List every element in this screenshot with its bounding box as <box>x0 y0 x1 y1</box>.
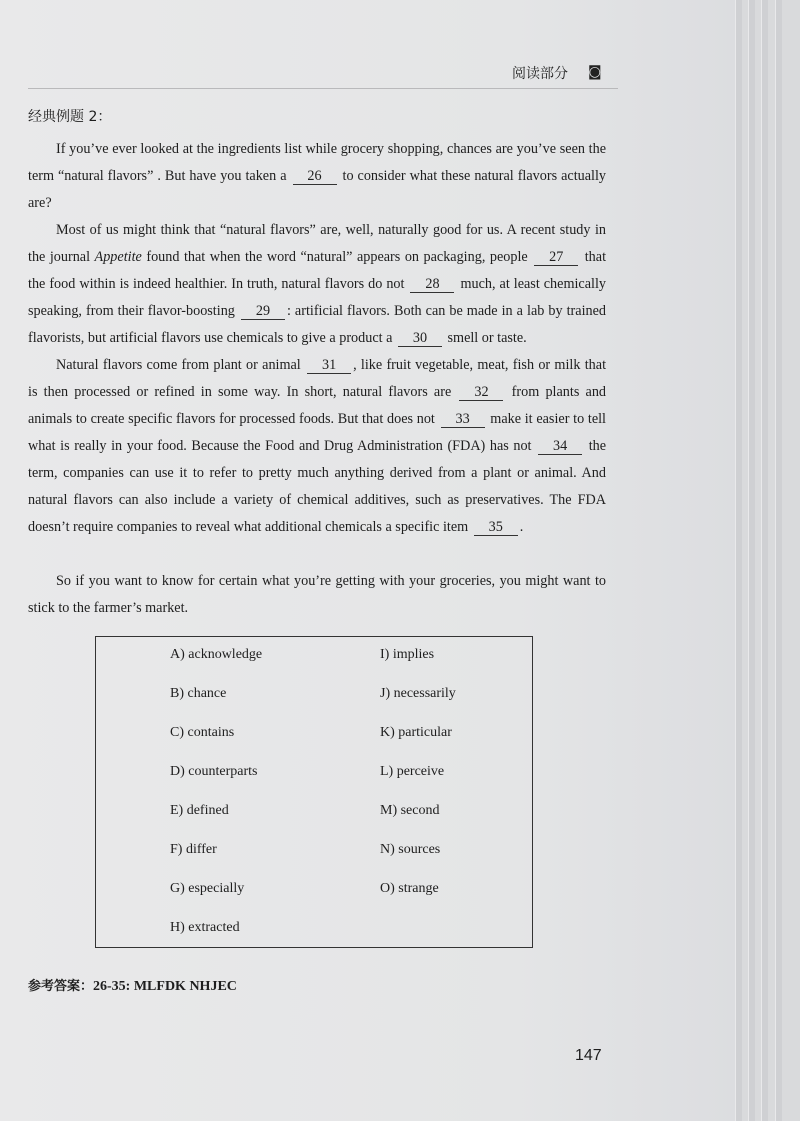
option-d[interactable]: D) counterparts <box>170 764 258 779</box>
blank-27[interactable]: 27 <box>534 249 578 266</box>
page-edge <box>735 0 742 1121</box>
book-icon: ◙ <box>588 64 602 80</box>
option-n[interactable]: N) sources <box>380 842 441 857</box>
blank-30[interactable]: 30 <box>398 330 442 347</box>
answer-label: 参考答案： <box>28 979 94 994</box>
journal-title: Appetite <box>94 249 142 265</box>
blank-34[interactable]: 34 <box>538 438 582 455</box>
page-edge <box>748 0 755 1121</box>
option-h[interactable]: H) extracted <box>170 920 240 935</box>
blank-33[interactable]: 33 <box>441 411 485 428</box>
blank-35[interactable]: 35 <box>474 519 518 536</box>
word-bank <box>95 636 533 948</box>
option-i[interactable]: I) implies <box>380 647 435 662</box>
paragraph-2: Most of us might think that “natural flavors” are, well, naturally good for us. A recent study in the journal Appetite found that when the word “natural” appears on packaging, people 27 that the food within is indeed healthier. In truth, natural flavors do not 28 much, at least chemically speaking, from their flavor-boosting 29 : artificial flavors. Both can be made in a lab by trained flavorists, but artificial flavors use chemicals to give a product a 30 smell or taste. <box>28 222 607 346</box>
blank-26[interactable]: 26 <box>293 168 337 185</box>
paragraph-3: Natural flavors come from plant or animal 31 , like fruit vegetable, meat, fish or milk that is then processed or refined in some way. In short, natural flavors are 32 from plants and animals to create specific flavors for processed foods. But that does not 33 make it easier to tell what is really in your food. Because the Food and Drug Administration (FDA) has not 34 the term, companies can use it to refer to pretty much anything derived from a plant or animal. And natural flavors can also include a variety of chemical additives, such as preservatives. The FDA doesn’t require companies to reveal what additional chemicals a specific item 35 . <box>28 357 607 535</box>
header-divider <box>28 88 618 89</box>
blank-32[interactable]: 32 <box>459 384 503 401</box>
blank-28[interactable]: 28 <box>410 276 454 293</box>
example-label: 经典例题 2： <box>28 109 112 125</box>
section-title: 阅读部分 <box>512 66 568 82</box>
page-edge <box>775 0 782 1121</box>
option-k[interactable]: K) particular <box>380 725 452 740</box>
answer-key <box>28 975 237 995</box>
option-a[interactable]: A) acknowledge <box>170 647 263 662</box>
option-e[interactable]: E) defined <box>170 803 229 818</box>
option-b[interactable]: B) chance <box>170 686 227 701</box>
blank-31[interactable]: 31 <box>307 357 351 374</box>
option-l[interactable]: L) perceive <box>380 764 445 779</box>
option-f[interactable]: F) differ <box>170 842 217 857</box>
paragraph-4: So if you want to know for certain what you’re getting with your groceries, you might want to stick to the farmer’s market. <box>28 573 606 616</box>
option-c[interactable]: C) contains <box>170 725 235 740</box>
page-number: 147 <box>575 1047 602 1064</box>
paragraph-1: If you’ve ever looked at the ingredients list while grocery shopping, chances are you’ve seen the term “natural flavors” . But have you taken a 26 to consider what these natural flavors actually are? <box>28 141 607 211</box>
option-j[interactable]: J) necessarily <box>380 686 456 701</box>
blank-29[interactable]: 29 <box>241 303 285 320</box>
option-o[interactable]: O) strange <box>380 881 439 896</box>
option-m[interactable]: M) second <box>380 803 440 818</box>
page-edge <box>761 0 768 1121</box>
option-g[interactable]: G) especially <box>170 881 245 896</box>
answer-value: 26-35: MLFDK NHJEC <box>93 979 237 994</box>
